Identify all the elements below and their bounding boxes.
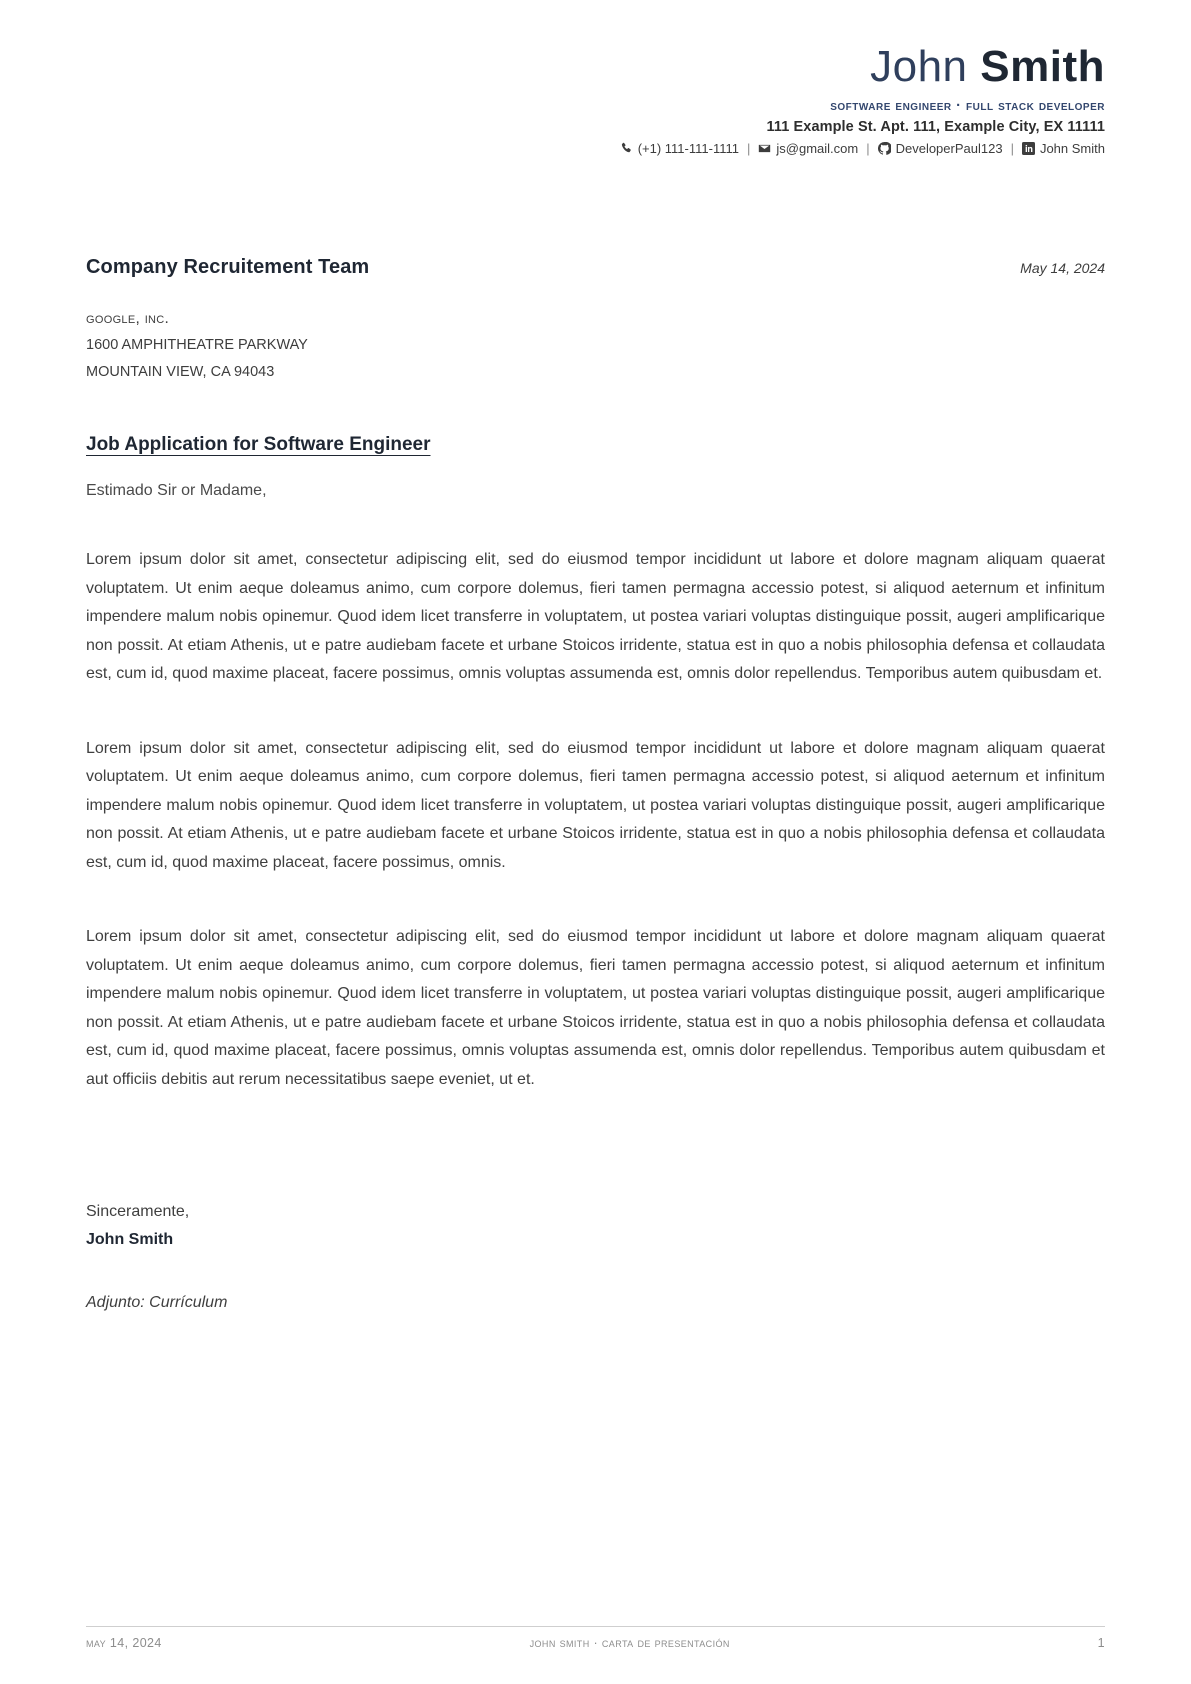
- letter-body: [86, 256, 1105, 1312]
- linkedin-icon: [1022, 142, 1035, 155]
- letter-header: [86, 42, 1105, 156]
- contact-separator-3: |: [1010, 141, 1014, 156]
- letter-enclosure: Adjunto: Currículum: [86, 1294, 228, 1311]
- phone-icon: [620, 142, 633, 155]
- contact-phone[interactable]: [620, 141, 739, 156]
- company-name: google, inc.: [86, 310, 170, 327]
- header-name: [86, 42, 1105, 92]
- closing-signer: John Smith: [86, 1231, 174, 1248]
- company-address-line-2: MOUNTAIN VIEW, CA 94043: [86, 364, 275, 380]
- footer-title: john smith · carta de presentación: [529, 1636, 730, 1650]
- recipient-name: Company Recruitement Team: [86, 256, 370, 278]
- contact-separator-1: |: [746, 141, 751, 156]
- header-job-titles: software engineer · full stack developer: [830, 98, 1105, 114]
- letter-date: May 14, 2024: [1020, 260, 1105, 276]
- company-address-block: [86, 305, 1105, 386]
- header-contact-line: [86, 141, 1105, 156]
- envelope-icon: [758, 142, 771, 155]
- contact-email[interactable]: [758, 141, 858, 156]
- contact-linkedin[interactable]: [1022, 141, 1105, 156]
- contact-github[interactable]: [878, 141, 1003, 156]
- letter-paragraph: Lorem ipsum dolor sit amet, consectetur adipiscing elit, sed do eiusmod tempor incididunt ut labore et dolore magnam aliquam quaerat voluptatem. Ut enim aeque doleamus animo, cum corpore dolemus, fieri tamen permagna accessio potest, si aliquod aeternum et infinitum impendere malum nobis opinemur. Quod idem licet transferre in voluptatem, ut postea variari voluptas distinguique possit, augeri amplificarique non possit. At etiam Athenis, ut e patre audiebam facete et urbane Stoicos irridente, statua est in quo a nobis philosophia defensa et collaudata est, cum id, quod maxime placeat, facere possimus, omnis voluptas assumenda est, omnis dolor repellendus. Temporibus autem quibusdam et.: [86, 551, 1105, 682]
- last-name: Smith: [980, 42, 1105, 91]
- github-icon: [878, 142, 891, 155]
- letter-subject: Job Application for Software Engineer: [86, 434, 431, 455]
- letter-closing: [86, 1198, 1105, 1254]
- footer-date: may 14, 2024: [86, 1636, 162, 1650]
- letter-paragraph: Lorem ipsum dolor sit amet, consectetur adipiscing elit, sed do eiusmod tempor incididunt ut labore et dolore magnam aliquam quaerat voluptatem. Ut enim aeque doleamus animo, cum corpore dolemus, fieri tamen permagna accessio potest, si aliquod aeternum et infinitum impendere malum nobis opinemur. Quod idem licet transferre in voluptatem, ut postea variari voluptas distinguique possit, augeri amplificarique non possit. At etiam Athenis, ut e patre audiebam facete et urbane Stoicos irridente, statua est in quo a nobis philosophia defensa et collaudata est, cum id, quod maxime placeat, facere possimus, omnis.: [86, 739, 1105, 871]
- contact-separator-2: |: [866, 141, 870, 156]
- recipient-row: [86, 256, 1105, 279]
- contact-email-text: js@gmail.com: [776, 141, 859, 156]
- page-footer: [86, 1626, 1105, 1650]
- company-address-line-1: 1600 AMPHITHEATRE PARKWAY: [86, 337, 308, 353]
- contact-linkedin-text: John Smith: [1039, 141, 1105, 156]
- contact-github-text: DeveloperPaul123: [895, 141, 1003, 156]
- first-name: John: [870, 42, 968, 91]
- letter-opening: Estimado Sir or Madame,: [86, 482, 267, 499]
- closing-salutation: Sinceramente,: [86, 1203, 190, 1220]
- contact-phone-text: (+1) 111-111-1111: [637, 141, 739, 156]
- header-address: 111 Example St. Apt. 111, Example City, EX 11111: [766, 119, 1105, 135]
- letter-paragraph: Lorem ipsum dolor sit amet, consectetur adipiscing elit, sed do eiusmod tempor incididunt ut labore et dolore magnam aliquam quaerat voluptatem. Ut enim aeque doleamus animo, cum corpore dolemus, fieri tamen permagna accessio potest, si aliquod aeternum et infinitum impendere malum nobis opinemur. Quod idem licet transferre in voluptatem, ut postea variari voluptas distinguique possit, augeri amplificarique non possit. At etiam Athenis, ut e patre audiebam facete et urbane Stoicos irridente, statua est in quo a nobis philosophia defensa et collaudata est, cum id, quod maxime placeat, facere possimus, omnis voluptas assumenda est, omnis dolor repellendus. Temporibus autem quibusdam et aut officiis debitis aut rerum necessitatibus saepe eveniet, ut et.: [86, 928, 1105, 1088]
- footer-page-number: 1: [1097, 1636, 1105, 1650]
